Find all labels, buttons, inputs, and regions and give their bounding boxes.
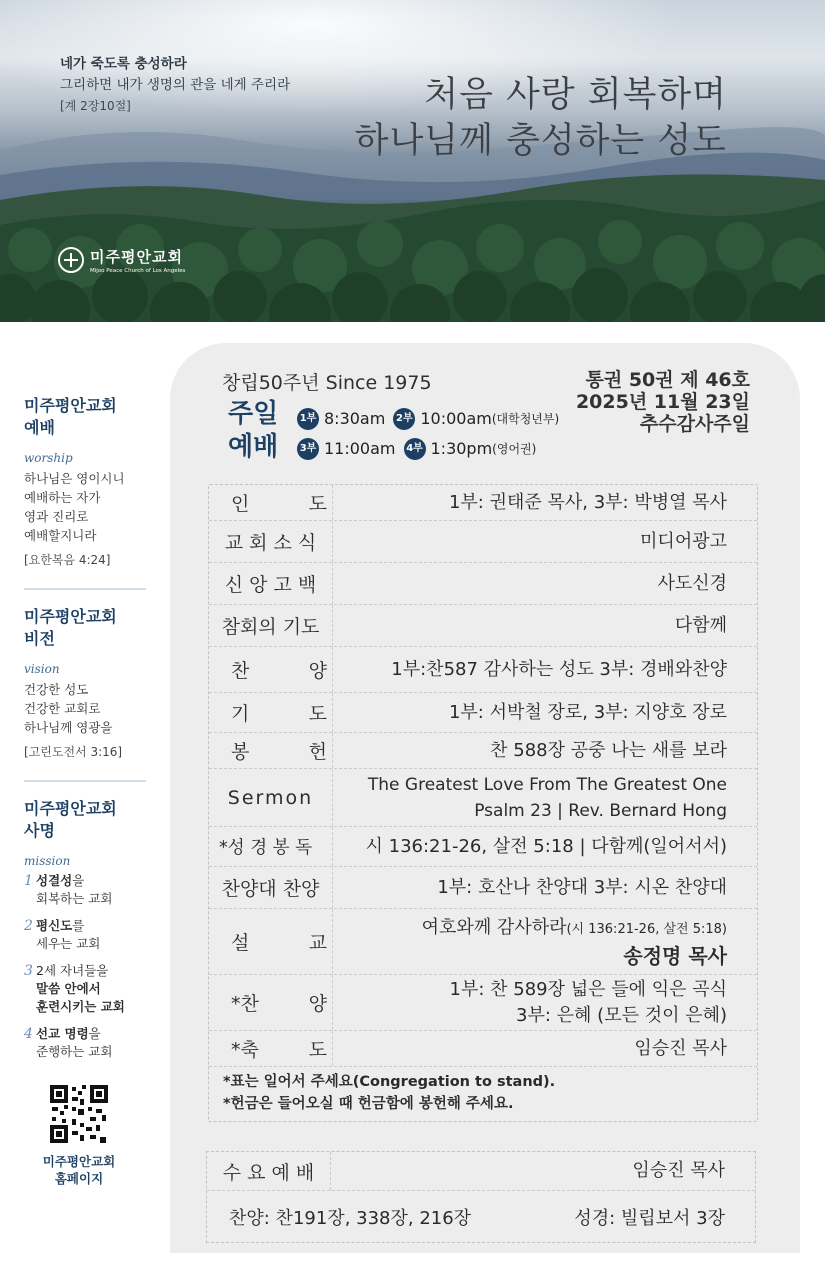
worship-line: 예배하는 자가 bbox=[24, 490, 101, 505]
service-title bbox=[228, 398, 278, 464]
hymn-first-service: 1부: 찬 589장 넓은 들에 익은 곡식 bbox=[449, 978, 727, 1000]
order-row bbox=[209, 605, 757, 647]
vision-line: 건강한 성도 bbox=[24, 682, 89, 697]
theme-line-2: 하나님께 충성하는 성도 bbox=[354, 121, 727, 161]
verse-reference: [계 2장10절] bbox=[60, 99, 131, 113]
mission-text: 회복하는 교회 bbox=[36, 891, 113, 906]
order-value: 다함께 bbox=[674, 614, 727, 636]
order-label: 찬양대 찬양 bbox=[209, 867, 333, 908]
vision-line: 건강한 교회로 bbox=[24, 701, 101, 716]
service-times-row bbox=[297, 434, 559, 464]
order-label-char: 인 bbox=[231, 493, 250, 515]
order-label: *성 경 봉 독 bbox=[209, 827, 333, 866]
order-label-char: 양 bbox=[308, 660, 327, 682]
mission-text: 를 bbox=[72, 918, 85, 933]
qr-caption bbox=[24, 1153, 134, 1187]
worship-subtitle: worship bbox=[24, 451, 73, 465]
service-time: 8:30am bbox=[324, 409, 386, 428]
mission-item bbox=[24, 872, 148, 908]
order-label-char: 도 bbox=[308, 1039, 327, 1061]
order-value: 임승진 목사 bbox=[634, 1037, 727, 1059]
order-of-worship bbox=[208, 484, 758, 1122]
mission-keyword: 훈련시키는 교회 bbox=[36, 999, 125, 1014]
mission-text: 을 bbox=[88, 1026, 101, 1041]
note-line: *헌금은 들어오실 때 헌금함에 봉헌해 주세요. bbox=[223, 1096, 514, 1112]
cross-logo-icon bbox=[58, 247, 84, 273]
divider bbox=[24, 780, 146, 782]
order-row bbox=[209, 733, 757, 769]
mission-text: 2세 자녀들을 bbox=[36, 963, 109, 978]
order-value: 1부: 호산나 찬양대 3부: 시온 찬양대 bbox=[437, 876, 727, 898]
order-row bbox=[209, 563, 757, 605]
order-value: 1부:찬587 감사하는 성도 3부: 경배와찬양 bbox=[391, 658, 727, 680]
issue-info bbox=[576, 369, 750, 435]
order-label-char: 교 bbox=[308, 932, 327, 954]
order-row bbox=[209, 485, 757, 521]
mission-number: 2 bbox=[24, 918, 33, 934]
service-badge: 1부 bbox=[297, 408, 319, 430]
order-row bbox=[209, 1031, 757, 1067]
mission-keyword: 평신도 bbox=[36, 918, 73, 933]
order-row bbox=[209, 975, 757, 1031]
volume-number: 통권 50권 제 46호 bbox=[585, 369, 750, 391]
order-label bbox=[209, 693, 333, 732]
order-label-char: *찬 bbox=[231, 993, 259, 1015]
order-row bbox=[209, 867, 757, 909]
mission-item bbox=[24, 1025, 148, 1061]
service-badge: 2부 bbox=[393, 408, 415, 430]
mission-title: 미주평안교회 사명 bbox=[24, 799, 117, 840]
mission-number: 1 bbox=[24, 873, 33, 889]
preacher: 송정명 목사 bbox=[623, 943, 727, 968]
occasion: 추수감사주일 bbox=[639, 413, 750, 435]
order-label-char: 봉 bbox=[231, 741, 250, 763]
theme-line-1: 처음 사랑 회복하며 bbox=[424, 75, 727, 115]
mission-text: 세우는 교회 bbox=[36, 936, 101, 951]
order-label bbox=[209, 647, 333, 692]
order-value: 사도신경 bbox=[657, 572, 727, 594]
mission-text: 준행하는 교회 bbox=[36, 1044, 113, 1059]
order-value: 1부: 권태준 목사, 3부: 박병열 목사 bbox=[448, 491, 727, 513]
order-label-char: 기 bbox=[231, 703, 250, 725]
order-value: 미디어광고 bbox=[640, 530, 727, 552]
service-time: 1:30pm bbox=[430, 439, 493, 458]
order-label-char: 설 bbox=[231, 932, 250, 954]
order-row bbox=[207, 1191, 755, 1242]
logo-name: 미주평안교회 bbox=[90, 248, 183, 266]
wednesday-hymns: 찬양: 찬191장, 338장, 216장 bbox=[229, 1207, 472, 1229]
service-title-line: 예배 bbox=[228, 432, 279, 462]
order-label-char: *축 bbox=[231, 1039, 259, 1061]
hero-banner bbox=[0, 0, 825, 322]
vision-reference: [고린도전서 3:16] bbox=[24, 745, 123, 759]
service-times bbox=[297, 404, 559, 464]
worship-line: 영과 진리로 bbox=[24, 509, 89, 524]
verse-line-1: 네가 죽도록 충성하라 bbox=[60, 56, 187, 72]
wednesday-scripture: 성경: 빌립보서 3장 bbox=[574, 1207, 725, 1229]
worship-title: 미주평안교회 예배 bbox=[24, 396, 117, 437]
mission-number: 3 bbox=[24, 963, 33, 979]
order-row bbox=[209, 909, 757, 975]
order-label: 신 앙 고 백 bbox=[209, 563, 333, 604]
order-row bbox=[209, 647, 757, 693]
service-note: (대학청년부) bbox=[491, 412, 560, 426]
verse-block bbox=[60, 54, 290, 117]
service-note: (영어권) bbox=[492, 442, 537, 456]
wednesday-label: 수 요 예 배 bbox=[207, 1152, 331, 1190]
verse-line-2: 그리하면 내가 생명의 관을 네게 주리라 bbox=[60, 77, 291, 93]
order-label: Sermon bbox=[209, 769, 333, 826]
service-badge: 3부 bbox=[297, 438, 319, 460]
mission-number: 4 bbox=[24, 1026, 33, 1042]
qr-caption-line: 홈페이지 bbox=[54, 1171, 104, 1186]
mission-keyword: 선교 명령 bbox=[36, 1026, 89, 1041]
qr-caption-line: 미주평안교회 bbox=[42, 1154, 116, 1169]
mission-text: 을 bbox=[72, 873, 85, 888]
sermon-main-title: 여호와께 감사하라 bbox=[421, 916, 567, 938]
order-row bbox=[209, 769, 757, 827]
order-label bbox=[209, 975, 333, 1030]
order-value: 시 136:21-26, 살전 5:18 | 다함께(일어서서) bbox=[365, 835, 727, 857]
theme-title bbox=[355, 72, 727, 164]
service-title-line: 주일 bbox=[228, 399, 279, 429]
note-line: *표는 일어서 주세요(Congregation to stand). bbox=[223, 1074, 556, 1090]
vision-subtitle: vision bbox=[24, 662, 60, 676]
service-times-row bbox=[297, 404, 559, 434]
divider bbox=[24, 588, 146, 590]
order-label: 참회의 기도 bbox=[209, 605, 333, 646]
anniversary-text: 창립50주년 Since 1975 bbox=[222, 372, 432, 394]
order-label bbox=[209, 909, 333, 974]
qr-code-icon[interactable] bbox=[50, 1085, 108, 1143]
order-label: 교 회 소 식 bbox=[209, 521, 333, 562]
worship-section bbox=[24, 395, 148, 570]
order-label bbox=[209, 485, 333, 520]
order-row bbox=[209, 521, 757, 563]
mission-item bbox=[24, 917, 148, 953]
service-time: 10:00am bbox=[420, 409, 492, 428]
order-label-char: 도 bbox=[308, 493, 327, 515]
hymn-third-service: 3부: 은혜 (모든 것이 은혜) bbox=[516, 1004, 727, 1026]
wednesday-service bbox=[206, 1151, 756, 1243]
order-label bbox=[209, 733, 333, 768]
church-logo bbox=[58, 246, 185, 274]
mission-keyword: 말씀 안에서 bbox=[36, 981, 101, 996]
sidebar bbox=[24, 395, 148, 1187]
order-label-char: 도 bbox=[308, 703, 327, 725]
wednesday-leader: 임승진 목사 bbox=[632, 1160, 725, 1181]
service-time: 11:00am bbox=[324, 439, 396, 458]
worship-line: 하나님은 영이시니 bbox=[24, 471, 125, 486]
notes bbox=[209, 1067, 757, 1121]
worship-reference: [요한복음 4:24] bbox=[24, 553, 111, 567]
order-value: 찬 588장 공중 나는 새를 보라 bbox=[490, 739, 727, 761]
worship-line: 예배할지니라 bbox=[24, 528, 97, 543]
vision-section bbox=[24, 606, 148, 762]
sermon-title: The Greatest Love From The Greatest One bbox=[367, 774, 727, 795]
mission-subtitle: mission bbox=[24, 854, 71, 868]
order-row bbox=[209, 827, 757, 867]
order-label bbox=[209, 1031, 333, 1066]
service-badge: 4부 bbox=[404, 438, 426, 460]
mission-item bbox=[24, 962, 148, 1016]
order-row bbox=[207, 1152, 755, 1191]
vision-title: 미주평안교회 비전 bbox=[24, 607, 117, 648]
vision-line: 하나님께 영광을 bbox=[24, 720, 113, 735]
order-label-char: 헌 bbox=[308, 741, 327, 763]
mission-keyword: 성결성 bbox=[36, 873, 73, 888]
bulletin-date: 2025년 11월 23일 bbox=[575, 391, 750, 413]
order-value: 1부: 서박철 장로, 3부: 지양호 장로 bbox=[448, 701, 727, 723]
sermon-reference: Psalm 23 | Rev. Bernard Hong bbox=[474, 800, 727, 821]
order-label-char: 찬 bbox=[231, 660, 250, 682]
logo-english-name: Mijoo Peace Church of Los Angeles bbox=[90, 268, 186, 274]
order-row bbox=[209, 693, 757, 733]
sermon-scripture: (시 136:21-26, 살전 5:18) bbox=[566, 921, 727, 937]
order-label-char: 양 bbox=[308, 993, 327, 1015]
mission-section bbox=[24, 798, 148, 1061]
